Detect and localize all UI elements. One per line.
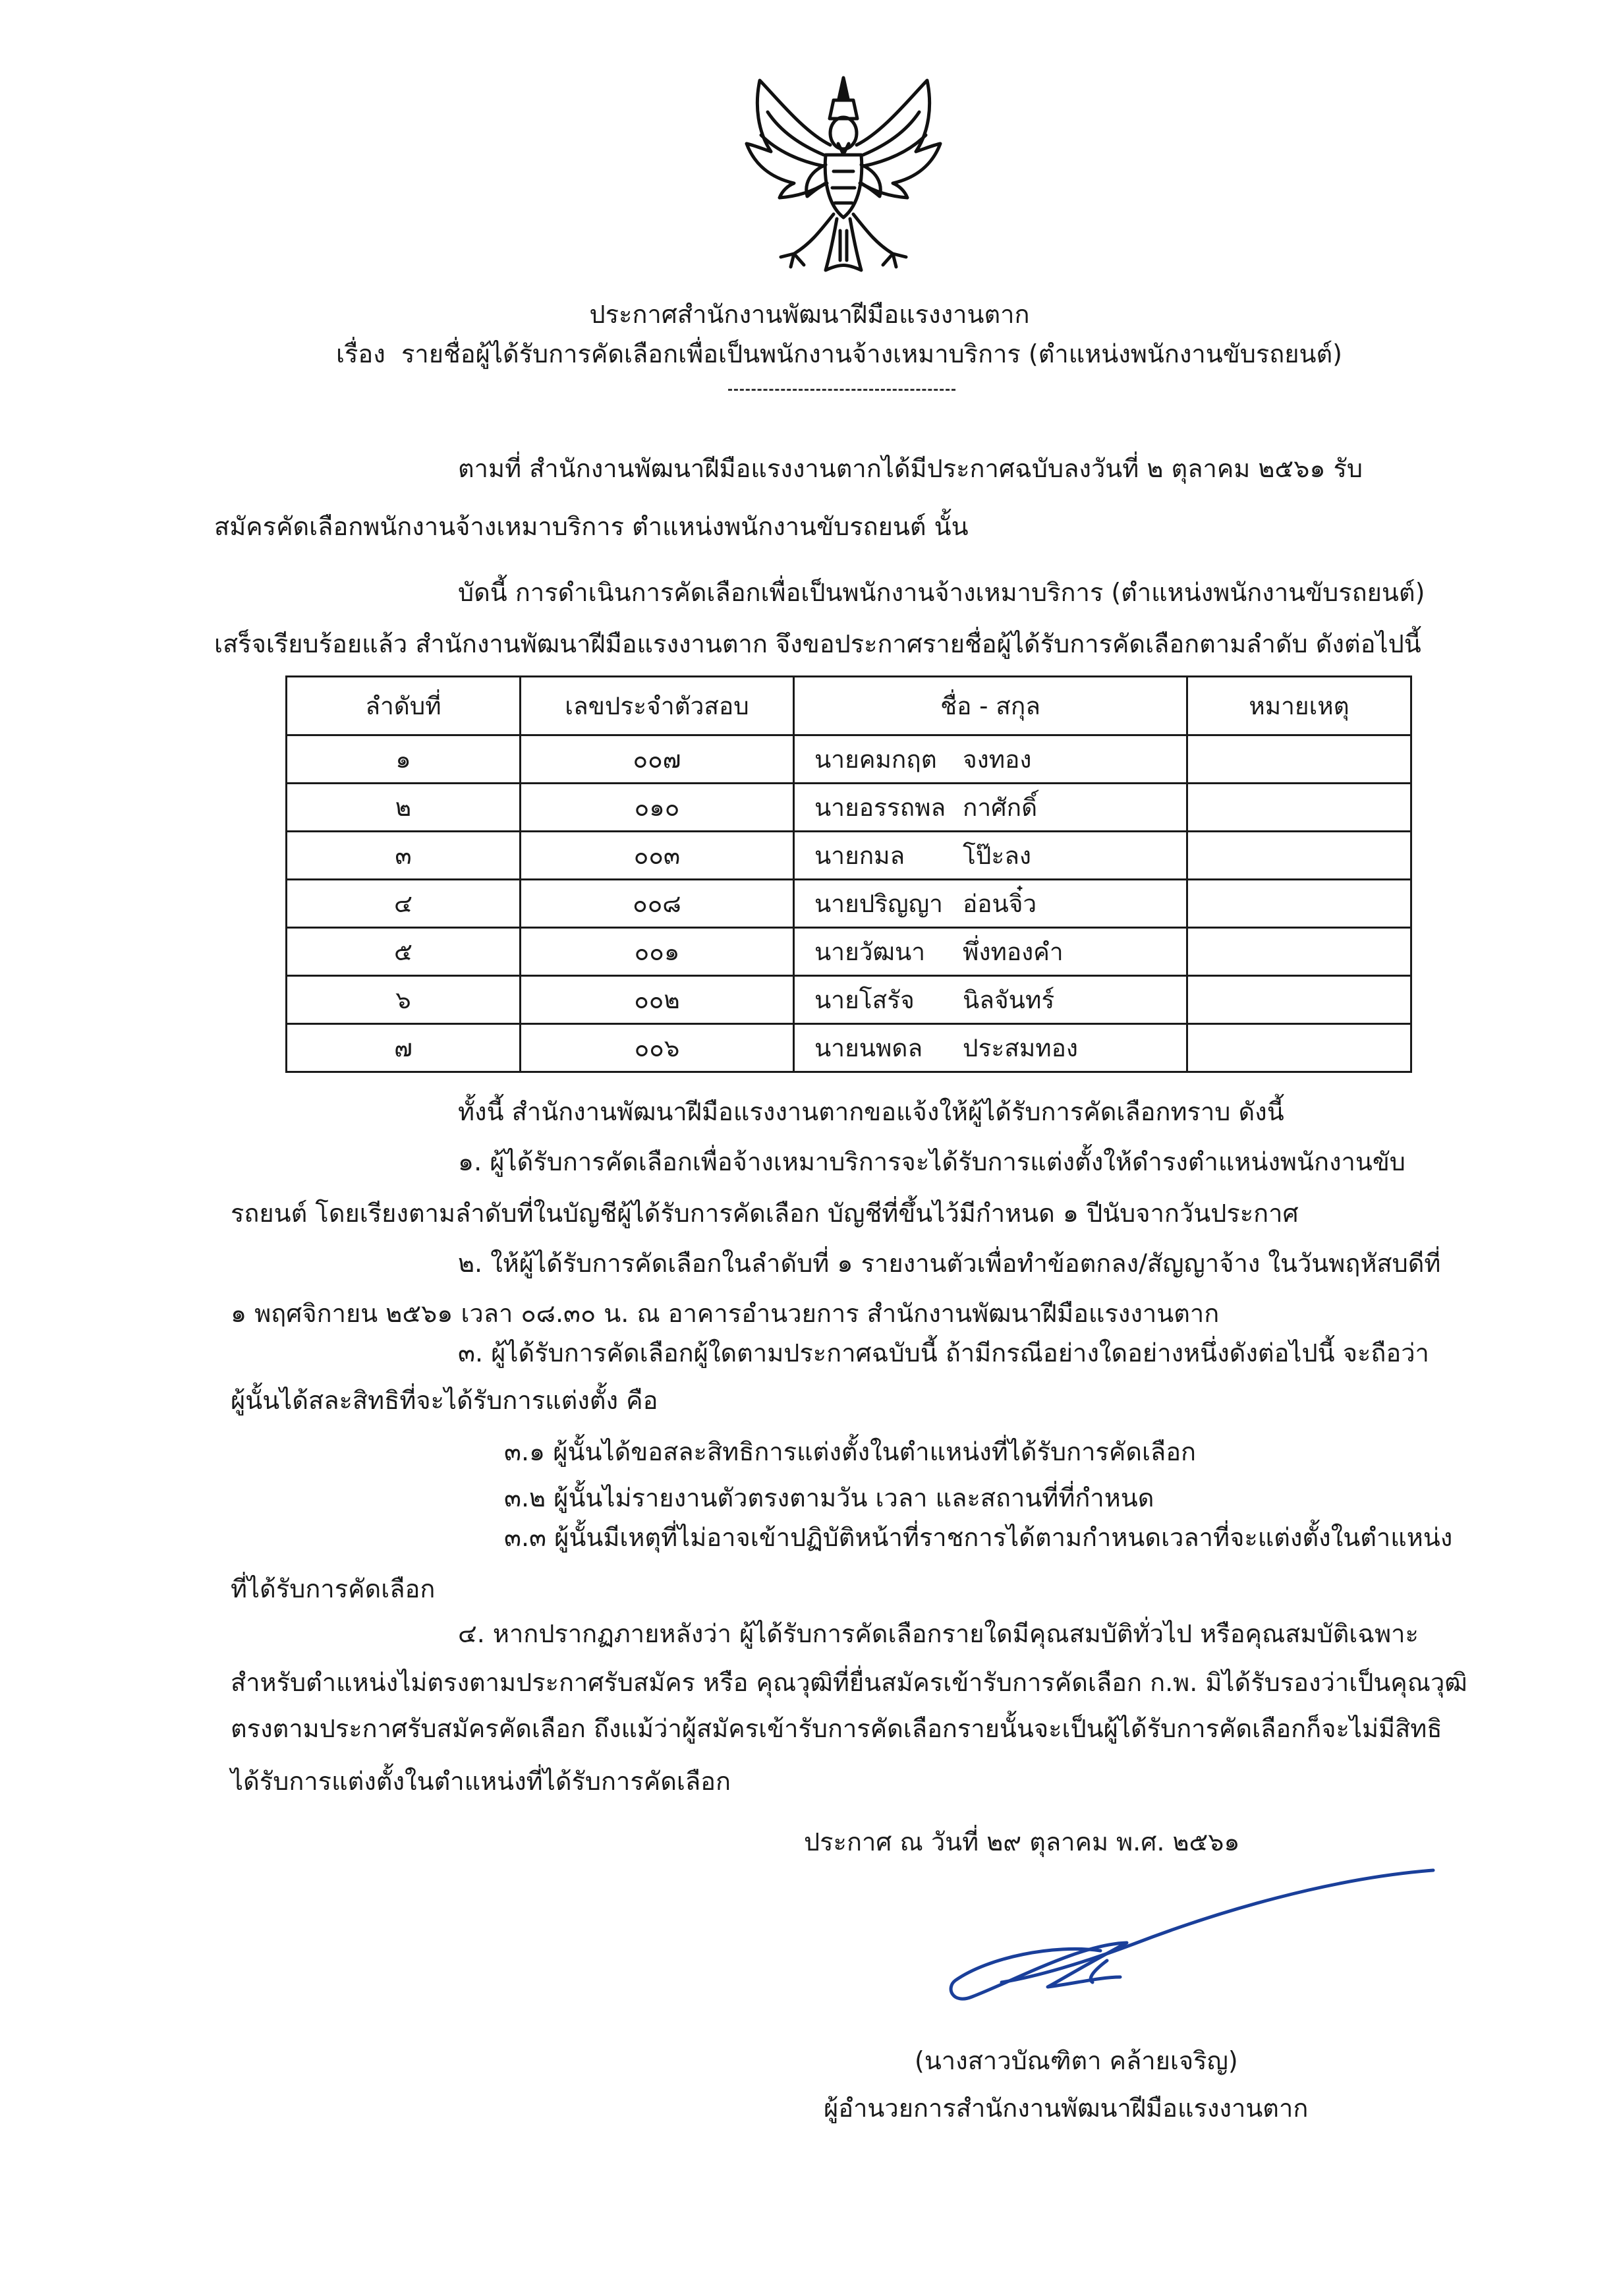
condition-3-2: ๓.๒ ผู้นั้นไม่รายงานตัวตรงตามวัน เวลา และสถานที่ที่กำหนด	[504, 1483, 1154, 1512]
table-row	[287, 880, 1411, 928]
condition-3-3-line-2: ที่ได้รับการคัดเลือก	[231, 1574, 436, 1603]
handwritten-signature	[936, 1865, 1436, 2023]
order-cell: ๓	[287, 832, 521, 880]
table-row	[287, 928, 1411, 976]
condition-4-line-4: ได้รับการแต่งตั้งในตำแหน่งที่ได้รับการคัดเลือก	[231, 1767, 731, 1796]
condition-3-line-2: ผู้นั้นได้สละสิทธิที่จะได้รับการแต่งตั้ง คือ	[231, 1386, 658, 1415]
order-cell: ๑	[287, 735, 521, 784]
header-order: ลำดับที่	[287, 677, 521, 735]
name-cell	[794, 832, 1187, 880]
name-cell	[794, 1024, 1187, 1072]
order-cell: ๒	[287, 784, 521, 832]
header-remark: หมายเหตุ	[1187, 677, 1411, 735]
signer-title: ผู้อำนวยการสำนักงานพัฒนาฝีมือแรงงานตาก	[824, 2094, 1309, 2123]
remark-cell	[1187, 784, 1411, 832]
garuda-emblem-icon	[741, 72, 946, 290]
remark-cell	[1187, 880, 1411, 928]
remark-cell	[1187, 928, 1411, 976]
remark-cell	[1187, 735, 1411, 784]
remark-cell	[1187, 832, 1411, 880]
last-name: อ่อนจิ๋ว	[963, 889, 1037, 918]
exam-id-cell: ๐๐๖	[521, 1024, 794, 1072]
header-exam-id: เลขประจำตัวสอบ	[521, 677, 794, 735]
order-cell: ๔	[287, 880, 521, 928]
subject-prefix: เรื่อง	[336, 339, 385, 368]
exam-id-cell: ๐๐๑	[521, 928, 794, 976]
condition-3-line-1: ๓. ผู้ได้รับการคัดเลือกผู้ใดตามประกาศฉบับนี้ ถ้ามีกรณีอย่างใดอย่างหนึ่งดังต่อไปนี้ จะถือว่า	[458, 1338, 1429, 1367]
order-cell: ๖	[287, 976, 521, 1024]
condition-3-1: ๓.๑ ผู้นั้นได้ขอสละสิทธิการแต่งตั้งในตำแหน่งที่ได้รับการคัดเลือก	[504, 1437, 1197, 1466]
exam-id-cell: ๐๐๒	[521, 976, 794, 1024]
subject-line	[336, 336, 1342, 372]
paragraph-2-line-2: เสร็จเรียบร้อยแล้ว สำนักงานพัฒนาฝีมือแรงงานตาก จึงขอประกาศรายชื่อผู้ได้รับการคัดเลือกตามลำดับ ดังต่อไปนี้	[214, 629, 1421, 658]
paragraph-1-line-2: สมัครคัดเลือกพนักงานจ้างเหมาบริการ ตำแหน่งพนักงานขับรถยนต์ นั้น	[214, 512, 969, 541]
condition-3-3-line-1: ๓.๓ ผู้นั้นมีเหตุที่ไม่อาจเข้าปฏิบัติหน้าที่ราชการได้ตามกำหนดเวลาที่จะแต่งตั้งในตำแหน่ง	[504, 1523, 1453, 1552]
condition-4-line-2: สำหรับตำแหน่งไม่ตรงตามประกาศรับสมัคร หรือ คุณวุฒิที่ยื่นสมัครเข้ารับการคัดเลือก ก.พ. มิได้รับรองว่าเป็นคุณวุฒิ	[231, 1668, 1467, 1697]
condition-2-line-1: ๒. ให้ผู้ได้รับการคัดเลือกในลำดับที่ ๑ รายงานตัวเพื่อทำข้อตกลง/สัญญาจ้าง ในวันพฤหัสบดีที่	[458, 1249, 1441, 1278]
last-name: กาศักดิ์	[963, 793, 1038, 822]
announcement-title: ประกาศสำนักงานพัฒนาฝีมือแรงงานตาก	[589, 300, 1030, 329]
table-row	[287, 735, 1411, 784]
order-cell: ๕	[287, 928, 521, 976]
conditions-intro: ทั้งนี้ สำนักงานพัฒนาฝีมือแรงงานตากขอแจ้งให้ผู้ได้รับการคัดเลือกทราบ ดังนี้	[458, 1097, 1284, 1126]
exam-id-cell: ๐๑๐	[521, 784, 794, 832]
subject-text: รายชื่อผู้ได้รับการคัดเลือกเพื่อเป็นพนักงานจ้างเหมาบริการ (ตำแหน่งพนักงานขับรถยนต์)	[401, 339, 1342, 368]
header-full-name: ชื่อ - สกุล	[794, 677, 1187, 735]
last-name: นิลจันทร์	[963, 985, 1055, 1014]
first-name: นายโสรัจ	[814, 985, 915, 1014]
first-name: นายวัฒนา	[814, 937, 926, 966]
condition-1-line-2: รถยนต์ โดยเรียงตามลำดับที่ในบัญชีผู้ได้รับการคัดเลือก บัญชีที่ขึ้นไว้มีกำหนด ๑ ปีนับจากวันประกาศ	[231, 1199, 1299, 1228]
first-name: นายกมล	[814, 841, 905, 870]
condition-2-line-2: ๑ พฤศจิกายน ๒๕๖๑ เวลา ๐๘.๓๐ น. ณ อาคารอำนวยการ สำนักงานพัฒนาฝีมือแรงงานตาก	[231, 1299, 1220, 1328]
title-divider	[728, 389, 955, 391]
table-row	[287, 784, 1411, 832]
remark-cell	[1187, 976, 1411, 1024]
condition-4-line-1: ๔. หากปรากฏภายหลังว่า ผู้ได้รับการคัดเลือกรายใดมีคุณสมบัติทั่วไป หรือคุณสมบัติเฉพาะ	[458, 1619, 1419, 1648]
order-cell: ๗	[287, 1024, 521, 1072]
last-name: โป๊ะลง	[963, 841, 1031, 870]
first-name: นายปริญญา	[814, 889, 943, 918]
table-row	[287, 832, 1411, 880]
last-name: ประสมทอง	[963, 1033, 1078, 1062]
first-name: นายนพดล	[814, 1033, 923, 1062]
name-cell	[794, 928, 1187, 976]
last-name: จงทอง	[963, 745, 1032, 774]
exam-id-cell: ๐๐๘	[521, 880, 794, 928]
paragraph-1-line-1: ตามที่ สำนักงานพัฒนาฝีมือแรงงานตากได้มีประกาศฉบับลงวันที่ ๒ ตุลาคม ๒๕๖๑ รับ	[458, 454, 1363, 483]
exam-id-cell: ๐๐๗	[521, 735, 794, 784]
name-cell	[794, 784, 1187, 832]
paragraph-2-line-1: บัดนี้ การดำเนินการคัดเลือกเพื่อเป็นพนักงานจ้างเหมาบริการ (ตำแหน่งพนักงานขับรถยนต์)	[458, 578, 1425, 607]
candidates-table	[285, 675, 1412, 1073]
condition-1-line-1: ๑. ผู้ได้รับการคัดเลือกเพื่อจ้างเหมาบริการจะได้รับการแต่งตั้งให้ดำรงตำแหน่งพนักงานขับ	[458, 1147, 1406, 1176]
last-name: พึ่งทองคำ	[963, 937, 1064, 966]
name-cell	[794, 880, 1187, 928]
exam-id-cell: ๐๐๓	[521, 832, 794, 880]
table-header-row	[287, 677, 1411, 735]
condition-4-line-3: ตรงตามประกาศรับสมัครคัดเลือก ถึงแม้ว่าผู้สมัครเข้ารับการคัดเลือกรายนั้นจะเป็นผู้ได้รับการคัดเลือกก็จะไม่มีสิทธิ	[231, 1714, 1442, 1743]
announcement-date: ประกาศ ณ วันที่ ๒๙ ตุลาคม พ.ศ. ๒๕๖๑	[804, 1827, 1240, 1856]
table-row	[287, 1024, 1411, 1072]
signer-name: (นางสาวบัณฑิตา คล้ายเจริญ)	[915, 2046, 1238, 2075]
first-name: นายอรรถพล	[814, 793, 946, 822]
name-cell	[794, 735, 1187, 784]
table-row	[287, 976, 1411, 1024]
remark-cell	[1187, 1024, 1411, 1072]
first-name: นายคมกฤต	[814, 745, 937, 774]
name-cell	[794, 976, 1187, 1024]
